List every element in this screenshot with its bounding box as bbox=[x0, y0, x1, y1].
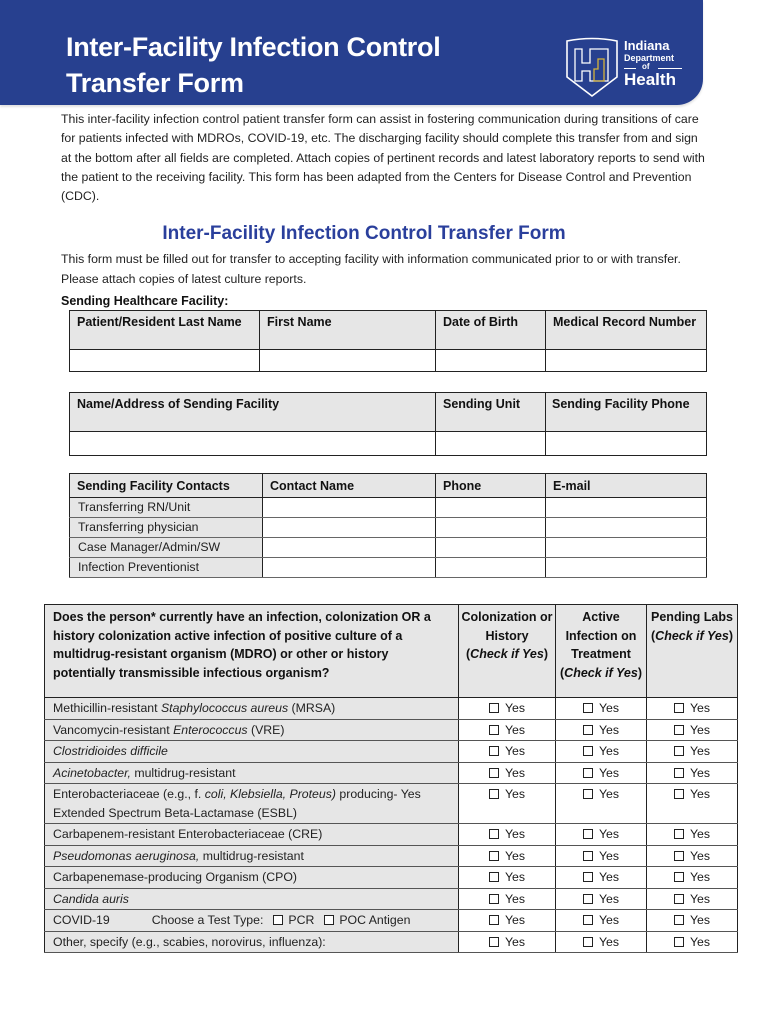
colonization-or-history-yes-checkbox[interactable] bbox=[489, 913, 525, 927]
colonization-or-history-yes-checkbox[interactable] bbox=[489, 787, 525, 801]
checkbox-label: Yes bbox=[689, 722, 711, 737]
checkbox-icon[interactable] bbox=[674, 829, 684, 839]
pending-labs-yes-checkbox[interactable] bbox=[674, 766, 710, 780]
checkbox-label: Yes bbox=[504, 787, 526, 801]
contact-email-cell bbox=[546, 498, 707, 518]
paren: ( bbox=[560, 665, 565, 680]
pending-labs-cell bbox=[647, 824, 738, 846]
colonization-or-history-yes-checkbox[interactable] bbox=[489, 892, 525, 906]
checkbox-icon[interactable] bbox=[674, 894, 684, 904]
contact-phone-cell bbox=[436, 538, 546, 558]
checkbox-label: Yes bbox=[598, 701, 620, 715]
facility-info-table bbox=[69, 392, 707, 456]
header-last-name: Patient/Resident Last Name bbox=[70, 311, 260, 350]
active-infection-yes-checkbox[interactable] bbox=[583, 913, 619, 927]
checkbox-label: PCR bbox=[288, 913, 315, 927]
header-phone: Phone bbox=[436, 474, 546, 498]
checkbox-label: Yes bbox=[689, 934, 711, 949]
mdro-question: Does the person* currently have an infection, colonization OR a history colonization active infection of positive culture of a multidrug-resistant organism (MDRO) or other or history potentially transmissible infectious organism? bbox=[45, 605, 459, 698]
checkbox-icon[interactable] bbox=[674, 789, 684, 799]
organism-label bbox=[45, 698, 459, 720]
contact-phone-input[interactable] bbox=[436, 558, 545, 577]
last-name-cell bbox=[70, 350, 260, 372]
facility-name-address-input[interactable] bbox=[70, 432, 435, 455]
logo-line-department: Department bbox=[624, 53, 675, 63]
header-date-of-birth: Date of Birth bbox=[436, 311, 546, 350]
medical-record-number-input[interactable] bbox=[546, 350, 706, 371]
colonization-or-history-cell bbox=[459, 719, 556, 741]
first-name-input[interactable] bbox=[260, 350, 435, 371]
contact-role: Case Manager/Admin/SW bbox=[70, 538, 263, 558]
checkbox-label: POC Antigen bbox=[339, 913, 411, 927]
header-pending-labs bbox=[647, 605, 738, 698]
indiana-department-of-health-logo bbox=[564, 37, 692, 99]
covid-test-type bbox=[152, 911, 411, 930]
pending-labs-cell bbox=[647, 867, 738, 889]
contact-role: Infection Preventionist bbox=[70, 558, 263, 578]
header-hint: Check if Yes bbox=[564, 665, 638, 680]
pending-labs-yes-checkbox[interactable] bbox=[674, 701, 710, 715]
logo-text bbox=[624, 39, 692, 88]
pending-labs-cell bbox=[647, 762, 738, 784]
colonization-or-history-cell bbox=[459, 698, 556, 720]
pending-labs-cell bbox=[647, 719, 738, 741]
date-of-birth-input[interactable] bbox=[436, 350, 545, 371]
colonization-or-history-yes-checkbox[interactable] bbox=[489, 701, 525, 715]
checkbox-label: Yes bbox=[598, 827, 620, 841]
checkbox-icon[interactable] bbox=[324, 915, 334, 925]
mdro-row bbox=[45, 784, 738, 824]
organism-species: Candida auris bbox=[53, 891, 129, 906]
pending-labs-cell bbox=[647, 741, 738, 763]
organism-species: Clostridioides difficile bbox=[53, 744, 168, 758]
mdro-row bbox=[45, 719, 738, 741]
contact-phone-input[interactable] bbox=[436, 538, 545, 557]
colonization-or-history-yes-checkbox[interactable] bbox=[489, 766, 525, 780]
organism-label bbox=[45, 719, 459, 741]
form-heading: Inter-Facility Infection Control Transfer Form bbox=[162, 223, 566, 244]
checkbox-label: Yes bbox=[504, 701, 526, 715]
pending-labs-cell bbox=[647, 784, 738, 824]
page-title-line-2: Transfer Form bbox=[66, 68, 244, 98]
checkbox-label: Yes bbox=[504, 765, 526, 780]
checkbox-label: Yes bbox=[689, 701, 711, 715]
pending-labs-cell bbox=[647, 888, 738, 910]
active-infection-cell bbox=[556, 888, 647, 910]
organism-species: Pseudomonas aeruginosa, bbox=[53, 848, 200, 863]
checkbox-icon[interactable] bbox=[674, 915, 684, 925]
organism-label bbox=[45, 824, 459, 846]
organism-label bbox=[45, 910, 459, 932]
organism-species: Acinetobacter, bbox=[53, 765, 131, 780]
active-infection-cell bbox=[556, 867, 647, 889]
active-infection-cell bbox=[556, 845, 647, 867]
mdro-row bbox=[45, 910, 738, 932]
contact-name-input[interactable] bbox=[263, 498, 435, 517]
checkbox-icon[interactable] bbox=[489, 703, 499, 713]
contact-phone-cell bbox=[436, 498, 546, 518]
date-of-birth-cell bbox=[436, 350, 546, 372]
contact-email-cell bbox=[546, 518, 707, 538]
checkbox-icon[interactable] bbox=[674, 768, 684, 778]
contact-phone-input[interactable] bbox=[436, 518, 545, 537]
contact-name-cell bbox=[263, 498, 436, 518]
pending-labs-yes-checkbox[interactable] bbox=[674, 935, 710, 949]
header-title: Colonization or History bbox=[461, 610, 553, 643]
header-title: Active Infection on Treatment bbox=[565, 610, 637, 661]
pending-labs-yes-checkbox[interactable] bbox=[674, 723, 710, 737]
checkbox-icon[interactable] bbox=[489, 915, 499, 925]
active-infection-cell bbox=[556, 824, 647, 846]
mdro-status-table bbox=[44, 604, 738, 953]
logo-line-health: Health bbox=[624, 70, 676, 89]
organism-text: Methicillin-resistant bbox=[53, 701, 161, 715]
checkbox-icon[interactable] bbox=[674, 937, 684, 947]
logo-line-indiana: Indiana bbox=[624, 38, 670, 53]
first-name-cell bbox=[260, 350, 436, 372]
checkbox-icon[interactable] bbox=[489, 872, 499, 882]
covid-pcr-checkbox[interactable] bbox=[273, 913, 314, 927]
mdro-row bbox=[45, 888, 738, 910]
checkbox-label: Yes bbox=[598, 934, 620, 949]
contact-name-cell bbox=[263, 518, 436, 538]
checkbox-label: Yes bbox=[598, 765, 620, 780]
organism-suffix: (VRE) bbox=[247, 722, 285, 737]
header-banner bbox=[0, 0, 703, 105]
contact-name-cell bbox=[263, 538, 436, 558]
organism-text: Vancomycin-resistant bbox=[53, 722, 174, 737]
logo-line-of: of bbox=[624, 63, 692, 71]
header-colonization-or-history bbox=[459, 605, 556, 698]
sending-facility-phone-input[interactable] bbox=[546, 432, 706, 455]
active-infection-yes-checkbox[interactable] bbox=[583, 744, 619, 758]
medical-record-number-cell bbox=[546, 350, 707, 372]
covid-test-type-label: Choose a Test Type: bbox=[151, 913, 264, 927]
contact-email-input[interactable] bbox=[546, 518, 706, 537]
paren: ( bbox=[466, 647, 471, 661]
patient-info-table bbox=[69, 310, 707, 372]
organism-label bbox=[45, 762, 459, 784]
organism-suffix: (MRSA) bbox=[288, 701, 336, 715]
checkbox-label: Yes bbox=[689, 744, 711, 758]
checkbox-icon[interactable] bbox=[583, 851, 593, 861]
organism-suffix: multidrug-resistant bbox=[130, 765, 236, 780]
pending-labs-yes-checkbox[interactable] bbox=[674, 787, 710, 801]
pending-labs-yes-checkbox[interactable] bbox=[674, 849, 710, 863]
organism-suffix: producing- Yes Extended Spectrum Beta-Lactamase (ESBL) bbox=[53, 787, 421, 820]
pending-labs-cell bbox=[647, 910, 738, 932]
contact-name-cell bbox=[263, 558, 436, 578]
checkbox-icon[interactable] bbox=[674, 851, 684, 861]
colonization-or-history-cell bbox=[459, 931, 556, 953]
checkbox-label: Yes bbox=[598, 744, 620, 758]
header-hint: Check if Yes bbox=[470, 647, 544, 661]
checkbox-label: Yes bbox=[504, 934, 526, 949]
checkbox-label: Yes bbox=[689, 891, 711, 906]
colonization-or-history-cell bbox=[459, 741, 556, 763]
active-infection-yes-checkbox[interactable] bbox=[583, 827, 619, 841]
header-sending-unit: Sending Unit bbox=[436, 393, 546, 432]
active-infection-cell bbox=[556, 910, 647, 932]
active-infection-yes-checkbox[interactable] bbox=[583, 849, 619, 863]
checkbox-label: Yes bbox=[598, 913, 620, 927]
active-infection-yes-checkbox[interactable] bbox=[583, 701, 619, 715]
organism-label bbox=[45, 845, 459, 867]
organism-suffix: multidrug-resistant bbox=[199, 848, 304, 863]
colonization-or-history-cell bbox=[459, 888, 556, 910]
checkbox-label: Yes bbox=[689, 787, 711, 801]
checkbox-label: Yes bbox=[504, 744, 526, 758]
page-title bbox=[66, 29, 546, 101]
active-infection-cell bbox=[556, 762, 647, 784]
checkbox-icon[interactable] bbox=[489, 746, 499, 756]
colonization-or-history-cell bbox=[459, 867, 556, 889]
colonization-or-history-cell bbox=[459, 845, 556, 867]
organism-text: Carbapenem-resistant Enterobacteriaceae (CRE) bbox=[53, 827, 323, 841]
checkbox-label: Yes bbox=[598, 891, 620, 906]
contact-row bbox=[70, 498, 707, 518]
checkbox-label: Yes bbox=[598, 787, 620, 801]
pending-labs-yes-checkbox[interactable] bbox=[674, 892, 710, 906]
checkbox-icon[interactable] bbox=[674, 725, 684, 735]
active-infection-yes-checkbox[interactable] bbox=[583, 870, 619, 884]
contact-email-cell bbox=[546, 558, 707, 578]
form-instructions: This form must be filled out for transfer to accepting facility with information communicated prior to or with transfer. Please attach copies of latest culture reports. bbox=[61, 252, 681, 286]
active-infection-yes-checkbox[interactable] bbox=[583, 766, 619, 780]
mdro-row bbox=[45, 698, 738, 720]
checkbox-icon[interactable] bbox=[583, 829, 593, 839]
mdro-row bbox=[45, 867, 738, 889]
checkbox-icon[interactable] bbox=[489, 768, 499, 778]
checkbox-label: Yes bbox=[598, 722, 620, 737]
sending-facility-phone-cell bbox=[546, 432, 707, 456]
paren: ( bbox=[651, 628, 656, 643]
colonization-or-history-cell bbox=[459, 784, 556, 824]
checkbox-label: Yes bbox=[504, 891, 526, 906]
active-infection-cell bbox=[556, 784, 647, 824]
checkbox-icon[interactable] bbox=[583, 725, 593, 735]
checkbox-label: Yes bbox=[504, 827, 526, 841]
header-medical-record-number: Medical Record Number bbox=[546, 311, 707, 350]
contact-name-input[interactable] bbox=[263, 558, 435, 577]
colonization-or-history-yes-checkbox[interactable] bbox=[489, 849, 525, 863]
mdro-row bbox=[45, 824, 738, 846]
organism-label bbox=[45, 867, 459, 889]
checkbox-icon[interactable] bbox=[489, 789, 499, 799]
page-title-line-1: Inter-Facility Infection Control bbox=[66, 32, 441, 62]
indiana-health-shield-icon bbox=[564, 37, 620, 99]
mdro-row bbox=[45, 931, 738, 953]
contact-email-input[interactable] bbox=[546, 538, 706, 557]
header-email: E-mail bbox=[546, 474, 707, 498]
checkbox-icon[interactable] bbox=[489, 851, 499, 861]
organism-text: Enterobacteriaceae (e.g., f. bbox=[53, 787, 205, 801]
pending-labs-yes-checkbox[interactable] bbox=[674, 827, 710, 841]
contact-row bbox=[70, 538, 707, 558]
header-hint: Check if Yes bbox=[655, 628, 729, 643]
checkbox-icon[interactable] bbox=[583, 894, 593, 904]
pending-labs-yes-checkbox[interactable] bbox=[674, 913, 710, 927]
checkbox-icon[interactable] bbox=[583, 703, 593, 713]
contact-row bbox=[70, 518, 707, 538]
checkbox-icon[interactable] bbox=[583, 768, 593, 778]
active-infection-yes-checkbox[interactable] bbox=[583, 935, 619, 949]
organism-text: Carbapenemase-producing Organism (CPO) bbox=[53, 870, 297, 884]
contact-phone-cell bbox=[436, 518, 546, 538]
checkbox-icon[interactable] bbox=[674, 872, 684, 882]
contact-name-input[interactable] bbox=[263, 518, 435, 537]
checkbox-label: Yes bbox=[689, 870, 711, 884]
colonization-or-history-cell bbox=[459, 824, 556, 846]
checkbox-icon[interactable] bbox=[273, 915, 283, 925]
checkbox-label: Yes bbox=[689, 913, 711, 927]
checkbox-icon[interactable] bbox=[583, 915, 593, 925]
contact-email-input[interactable] bbox=[546, 558, 706, 577]
mdro-row bbox=[45, 741, 738, 763]
organism-label bbox=[45, 784, 459, 824]
colonization-or-history-yes-checkbox[interactable] bbox=[489, 744, 525, 758]
contact-role: Transferring RN/Unit bbox=[70, 498, 263, 518]
active-infection-cell bbox=[556, 741, 647, 763]
pending-labs-yes-checkbox[interactable] bbox=[674, 744, 710, 758]
header-contact-name: Contact Name bbox=[263, 474, 436, 498]
organism-label bbox=[45, 741, 459, 763]
checkbox-label: Yes bbox=[689, 827, 711, 841]
contact-phone-input[interactable] bbox=[436, 498, 545, 517]
covid-poc-antigen-checkbox[interactable] bbox=[324, 913, 410, 927]
paren: ) bbox=[728, 628, 733, 643]
checkbox-label: Yes bbox=[504, 722, 526, 737]
sending-facility-label: Sending Healthcare Facility: bbox=[61, 294, 229, 308]
organism-label bbox=[45, 888, 459, 910]
colonization-or-history-cell bbox=[459, 910, 556, 932]
checkbox-icon[interactable] bbox=[674, 746, 684, 756]
active-infection-cell bbox=[556, 719, 647, 741]
checkbox-icon[interactable] bbox=[489, 937, 499, 947]
intro-paragraph: This inter-facility infection control patient transfer form can assist in fostering communication during transitions of care for patients infected with MDROs, COVID-19, etc. The discharging facility should complete this transfer from and sign at the bottom after all fields are completed. Attach copies of pertinent records and latest laboratory reports to send with the patient to the receiving facility. This form has been adapted from the Centers for Disease Control and Prevention (CDC). bbox=[61, 112, 705, 204]
pending-labs-cell bbox=[647, 931, 738, 953]
mdro-row bbox=[45, 762, 738, 784]
organism-species: Staphylococcus aureus bbox=[160, 701, 289, 715]
checkbox-icon[interactable] bbox=[583, 789, 593, 799]
colonization-or-history-yes-checkbox[interactable] bbox=[489, 935, 525, 949]
checkbox-icon[interactable] bbox=[489, 894, 499, 904]
checkbox-label: Yes bbox=[598, 870, 620, 884]
contact-email-cell bbox=[546, 538, 707, 558]
header-sending-facility-phone: Sending Facility Phone bbox=[546, 393, 707, 432]
checkbox-label: Yes bbox=[504, 848, 526, 863]
sending-unit-cell bbox=[436, 432, 546, 456]
last-name-input[interactable] bbox=[70, 350, 259, 371]
checkbox-label: Yes bbox=[598, 848, 620, 863]
sending-unit-input[interactable] bbox=[436, 432, 545, 455]
organism-label bbox=[45, 931, 459, 953]
colonization-or-history-yes-checkbox[interactable] bbox=[489, 870, 525, 884]
checkbox-label: Yes bbox=[504, 913, 526, 927]
organism-text: COVID-19 bbox=[53, 913, 110, 927]
header-title: Pending Labs bbox=[651, 610, 733, 624]
checkbox-icon[interactable] bbox=[489, 725, 499, 735]
header-active-infection-on-treatment bbox=[556, 605, 647, 698]
organism-species: Enterococcus bbox=[173, 722, 248, 737]
checkbox-icon[interactable] bbox=[583, 872, 593, 882]
mdro-row bbox=[45, 845, 738, 867]
checkbox-icon[interactable] bbox=[583, 746, 593, 756]
paren: ) bbox=[543, 647, 548, 661]
contact-name-input[interactable] bbox=[263, 538, 435, 557]
mdro-rows bbox=[45, 698, 738, 953]
header-facility-name-address: Name/Address of Sending Facility bbox=[70, 393, 436, 432]
checkbox-icon[interactable] bbox=[674, 703, 684, 713]
contact-email-input[interactable] bbox=[546, 498, 706, 517]
organism-text: Other, specify (e.g., scabies, norovirus, influenza): bbox=[53, 934, 326, 949]
contact-role: Transferring physician bbox=[70, 518, 263, 538]
checkbox-icon[interactable] bbox=[489, 829, 499, 839]
facility-name-address-cell bbox=[70, 432, 436, 456]
pending-labs-cell bbox=[647, 698, 738, 720]
active-infection-yes-checkbox[interactable] bbox=[583, 787, 619, 801]
checkbox-icon[interactable] bbox=[583, 937, 593, 947]
organism-species: coli, Klebsiella, Proteus) bbox=[204, 787, 336, 801]
colonization-or-history-yes-checkbox[interactable] bbox=[489, 827, 525, 841]
header-sending-facility-contacts: Sending Facility Contacts bbox=[70, 474, 263, 498]
pending-labs-yes-checkbox[interactable] bbox=[674, 870, 710, 884]
checkbox-label: Yes bbox=[689, 848, 711, 863]
contact-row bbox=[70, 558, 707, 578]
active-infection-cell bbox=[556, 698, 647, 720]
paren: ) bbox=[637, 665, 642, 680]
colonization-or-history-cell bbox=[459, 762, 556, 784]
checkbox-label: Yes bbox=[504, 870, 526, 884]
contact-phone-cell bbox=[436, 558, 546, 578]
pending-labs-cell bbox=[647, 845, 738, 867]
active-infection-cell bbox=[556, 931, 647, 953]
checkbox-label: Yes bbox=[689, 765, 711, 780]
header-first-name: First Name bbox=[260, 311, 436, 350]
colonization-or-history-yes-checkbox[interactable] bbox=[489, 723, 525, 737]
active-infection-yes-checkbox[interactable] bbox=[583, 892, 619, 906]
active-infection-yes-checkbox[interactable] bbox=[583, 723, 619, 737]
facility-contacts-table bbox=[69, 473, 707, 578]
